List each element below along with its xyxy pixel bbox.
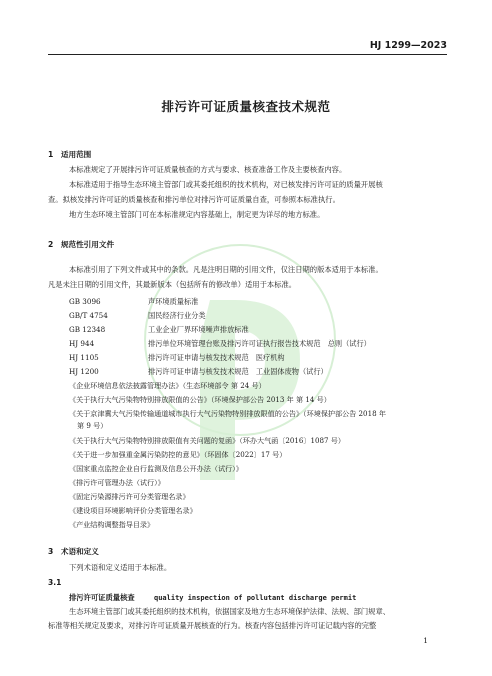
section2-intro-line2: 凡是未注日期的引用文件，其最新版本（包括所有的修改单）适用于本标准。 — [48, 280, 297, 289]
ref-name: 排污许可证申请与核发技术规范 工业固体废物（试行） — [148, 367, 328, 376]
regulation-item: 《产业结构调整指导目录》 — [69, 520, 155, 529]
regulation-item: 《建设项目环境影响评价分类管理名录》 — [69, 506, 197, 515]
section3-subsection-number: 3.1 — [48, 578, 62, 587]
section3-intro: 下列术语和定义适用于本标准。 — [69, 563, 172, 572]
regulation-item: 《企业环境信息依法披露管理办法》（生态环境部令 第 24 号） — [69, 381, 266, 390]
regulation-item: 《固定污染源排污许可分类管理名录》 — [69, 492, 190, 501]
regulation-item-continued: 第 9 号） — [77, 421, 108, 430]
regulation-item: 《关于执行大气污染物特别排放限值有关问题的复函》（环办大气函〔2016〕1087 号） — [69, 436, 345, 445]
ref-code: GB 12348 — [69, 325, 106, 334]
section1-para3: 地方生态环境主管部门可在本标准规定内容基础上，制定更为详尽的地方标准。 — [69, 210, 325, 219]
regulation-item: 《排污许可管理办法（试行）》 — [69, 478, 165, 487]
regulation-item: 《关于进一步加强重金属污染防控的意见》（环固体〔2022〕17 号） — [69, 450, 287, 459]
standard-number: HJ 1299—2023 — [369, 40, 447, 51]
ref-code: GB 3096 — [69, 297, 101, 306]
ref-code: HJ 944 — [69, 339, 95, 348]
definition-line2: 标准等相关规定及要求，对排污许可证质量开展核查的行为。核查内容包括排污许可证记载内容的完整 — [48, 621, 377, 630]
ref-name: 排污许可证申请与核发技术规范 医疗机构 — [148, 353, 285, 362]
ref-name: 工业企业厂界环境噪声排放标准 — [148, 325, 249, 334]
header-divider — [48, 54, 447, 55]
ref-code: GB/T 4754 — [69, 311, 108, 320]
section2-intro-line1: 本标准引用了下列文件或其中的条款。凡是注明日期的引用文件，仅注日期的版本适用于本标准。 — [69, 265, 383, 274]
ref-name: 声环境质量标准 — [148, 297, 199, 306]
ref-code: HJ 1105 — [69, 353, 99, 362]
ref-code: HJ 1200 — [69, 367, 99, 376]
page-number: 1 — [423, 636, 428, 645]
section1-para2-line1: 本标准适用于指导生态环境主管部门或其委托组织的技术机构，对已核发排污许可证的质量开展核 — [69, 180, 383, 189]
section1-para1: 本标准规定了开展排污许可证质量核查的方式与要求、核查准备工作及主要核查内容。 — [69, 165, 347, 174]
ref-name: 排污单位环境管理台账及排污许可证执行报告技术规范 总则（试行） — [148, 339, 371, 348]
regulation-item: 《关于执行大气污染物特别排放限值的公告》（环境保护部公告 2013 年 第 14 号） — [69, 395, 331, 404]
section3-heading: 3 术语和定义 — [48, 547, 99, 556]
section1-heading: 1 适用范围 — [48, 150, 92, 159]
term-english: quality inspection of pollutant discharge permit — [154, 594, 357, 602]
section2-heading: 2 规范性引用文件 — [48, 240, 115, 249]
section1-para2-line2: 查。拟核发排污许可证的质量核查和排污单位对排污许可证质量自查，可参照本标准执行。 — [48, 195, 340, 204]
term-chinese: 排污许可证质量核查 — [69, 593, 135, 602]
regulation-item: 《关于京津冀大气污染传输通道城市执行大气污染物特别排放限值的公告》（环境保护部公告 2018 年 — [69, 409, 386, 418]
page-title: 排污许可证质量核查技术规范 — [161, 99, 331, 114]
ref-name: 国民经济行业分类 — [148, 311, 206, 320]
regulation-item: 《国家重点监控企业自行监测及信息公开办法（试行）》 — [69, 464, 243, 473]
definition-line1: 生态环境主管部门或其委托组织的技术机构，依据国家及地方生态环境保护法律、法规、部门规章、 — [69, 607, 391, 616]
